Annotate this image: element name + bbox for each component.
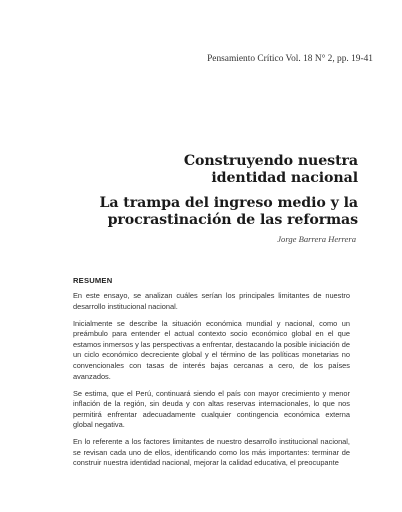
abstract-paragraph: Se estima, que el Perú, continuará siendo el país con mayor crecimiento y menor inflación de la región, sin deuda y con altas reservas internacionales, lo que nos permitirá enfrentar adecuadamente cualquier contingencia económica externa global negativa.: [73, 388, 350, 430]
article-title: [184, 153, 358, 187]
article-title-line: Construyendo nuestra: [183, 153, 358, 169]
abstract-heading: RESUMEN: [73, 276, 113, 285]
article-subtitle-line: procrastinación de las reformas: [107, 212, 358, 229]
article-subtitle-line: La trampa del ingreso medio y la: [99, 195, 358, 211]
journal-reference: Pensamiento Crítico Vol. 18 N° 2, pp. 19-41: [207, 54, 373, 64]
article-subtitle: [99, 195, 358, 229]
abstract-paragraph: En este ensayo, se analizan cuáles serían los principales limitantes de nuestro desarrollo institucional nacional.: [73, 291, 350, 311]
abstract-body: [73, 291, 350, 475]
article-title-line: identidad nacional: [211, 170, 358, 187]
abstract-paragraph: En lo referente a los factores limitantes de nuestro desarrollo institucional nacional, se revisan cada uno de ellos, identificando como los más importantes: terminar de construir nuestra identidad nacional, mejorar la calidad educativa, el preocupante: [73, 437, 350, 468]
author-name: Jorge Barrera Herrera: [277, 234, 356, 244]
abstract-paragraph: Inicialmente se describe la situación económica mundial y nacional, como un preámbulo para entender el actual contexto socio económico global en el que estamos inmersos y las perspectivas a enfrentar, destacando la posible iniciación de un ciclo económico decreciente global y el término de las políticas monetarias no convencionales con tasas de interés bajas cercanas a cero, de los países avanzados.: [73, 318, 350, 381]
